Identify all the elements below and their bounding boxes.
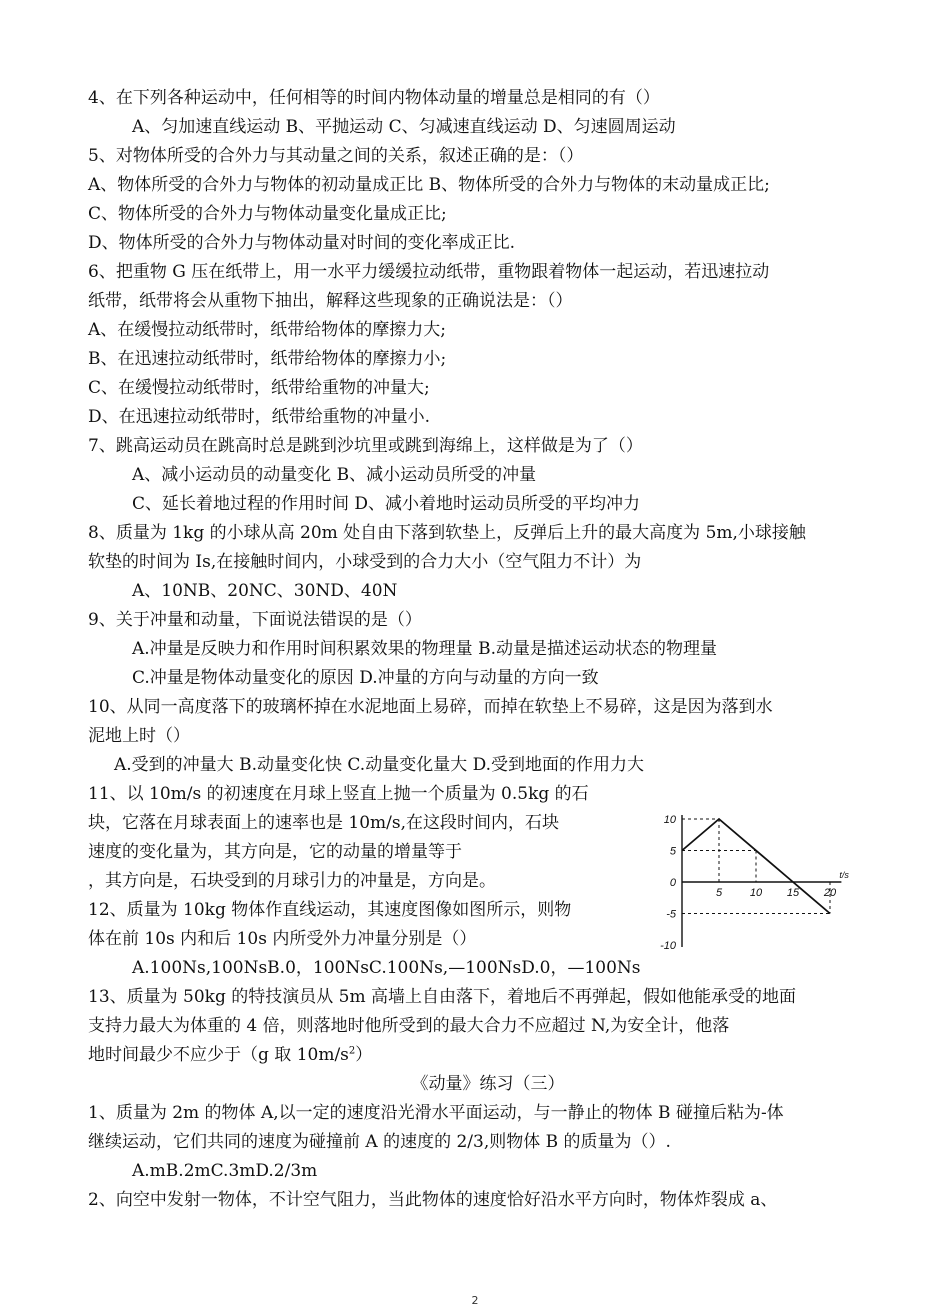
question-6-option-c: C、在缓慢拉动纸带时，纸带给重物的冲量大; [88,378,430,398]
question-6-option-b: B、在迅速拉动纸带时，纸带给物体的摩擦力小; [88,349,447,369]
problem-2-line-1: 2、向空中发射一物体，不计空气阻力，当此物体的速度恰好沿水平方向时，物体炸裂成 a、 [88,1190,778,1210]
question-12-options: A.100Ns,100NsB.0，100NsC.100Ns,—100NsD.0，—100Ns [132,958,641,978]
question-8-options: A、10NB、20NC、30ND、40N [132,581,398,601]
superscript: 2 [348,1045,356,1057]
question-10-line-1: 10、从同一高度落下的玻璃杯掉在水泥地面上易碎，而掉在软垫上不易碎，这是因为落到水 [88,697,773,717]
question-6-option-d: D、在迅速拉动纸带时，纸带给重物的冲量小. [88,407,431,427]
question-10-options: A.受到的冲量大 B.动量变化快 C.动量变化量大 D.受到地面的作用力大 [114,755,645,775]
x-tick-label: 5 [715,887,723,899]
question-13-line-3 [88,1041,888,1070]
y-tick-label: 10 [663,814,676,826]
section-title: 《动量》练习（三） [411,1074,565,1094]
velocity-series-line [682,819,830,914]
question-11-line-3: 速度的变化量为，其方向是，它的动量的增量等于 [88,842,462,862]
question-5-option-ab: A、物体所受的合外力与物体的初动量成正比 B、物体所受的合外力与物体的末动量成正比; [88,175,770,195]
question-7-options-cd: C、延长着地过程的作用时间 D、减小着地时运动员所受的平均冲力 [132,494,641,514]
question-9: 9、关于冲量和动量，下面说法错误的是（） [88,610,422,630]
question-13-line-2: 支持力最大为体重的 4 倍，则落地时他所受到的最大合力不应超过 N,为安全计，他落 [88,1016,730,1036]
x-axis-label: t/s [839,870,849,880]
question-6-line-2: 纸带，纸带将会从重物下抽出，解释这些现象的正确说法是：（） [88,291,573,311]
question-4-options: A、匀加速直线运动 B、平抛运动 C、匀减速直线运动 D、匀速圆周运动 [132,117,676,137]
page-number: 2 [471,1294,479,1307]
y-tick-label: -10 [660,940,676,952]
document-body [88,84,888,1215]
y-tick-label: -5 [666,908,676,921]
problem-1-line-1: 1、质量为 2m 的物体 A,以一定的速度沿光滑水平面运动，与一静止的物体 B 碰撞后粘为-体 [88,1103,784,1123]
question-9-options-cd: C.冲量是物体动量变化的原因 D.冲量的方向与动量的方向一致 [132,668,599,688]
question-6-line-1: 6、把重物 G 压在纸带上，用一水平力缓缓拉动纸带，重物跟着物体一起运动，若迅速拉动 [88,262,770,282]
y-tick-label: 0 [669,877,676,889]
question-9-options-ab: A.冲量是反映力和作用时间积累效果的物理量 B.动量是描述运动状态的物理量 [132,639,717,659]
question-12-line-2: 体在前 10s 内和后 10s 内所受外力冲量分别是（） [88,929,477,949]
question-11-line-1: 11、以 10m/s 的初速度在月球上竖直上抛一个质量为 0.5kg 的石 [88,784,589,804]
velocity-time-graph [634,800,849,956]
problem-1-options: A.mB.2mC.3mD.2/3m [132,1161,318,1181]
x-tick-label: 10 [749,887,763,899]
question-13-end: ） [355,1045,373,1065]
question-5: 5、对物体所受的合外力与其动量之间的关系，叙述正确的是：（） [88,146,584,166]
question-11-line-2: 块，它落在月球表面上的速率也是 10m/s,在这段时间内，石块 [88,813,560,833]
question-10-line-2: 泥地上时（） [88,726,190,746]
question-5-option-d: D、物体所受的合外力与物体动量对时间的变化率成正比. [88,233,516,253]
y-tick-label: 5 [669,845,676,858]
question-4: 4、在下列各种运动中，任何相等的时间内物体动量的增量总是相同的有（） [88,88,660,108]
question-5-option-c: C、物体所受的合外力与物体动量变化量成正比; [88,204,447,224]
problem-1-line-2: 继续运动，它们共同的速度为碰撞前 A 的速度的 2/3,则物体 B 的质量为（）. [88,1132,671,1152]
question-8-line-1: 8、质量为 1kg 的小球从高 20m 处自由下落到软垫上，反弹后上升的最大高度为 5m,小球接触 [88,523,806,543]
question-7: 7、跳高运动员在跳高时总是跳到沙坑里或跳到海绵上，这样做是为了（） [88,436,643,456]
x-tick-label: 15 [786,887,800,899]
question-11-line-4: ，其方向是，石块受到的月球引力的冲量是，方向是。 [88,871,496,891]
question-13-line-1: 13、质量为 50kg 的特技演员从 5m 高墙上自由落下，着地后不再弹起，假如他能承受的地面 [88,987,796,1007]
question-12-line-1: 12、质量为 10kg 物体作直线运动，其速度图像如图所示，则物 [88,900,572,920]
x-tick-label: 20 [823,887,837,899]
question-6-option-a: A、在缓慢拉动纸带时，纸带给物体的摩擦力大; [88,320,447,340]
question-13-text: 地时间最少不应少于（g 取 10m/s [88,1045,349,1065]
question-7-options-ab: A、减小运动员的动量变化 B、减小运动员所受的冲量 [132,465,537,485]
question-8-line-2: 软垫的时间为 Is,在接触时间内，小球受到的合力大小（空气阻力不计）为 [88,552,642,572]
